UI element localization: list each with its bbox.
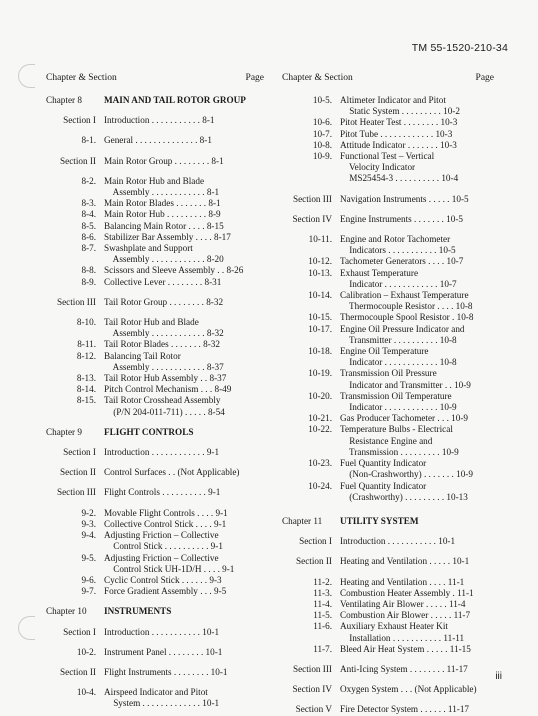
toc-entry-title: Tail Rotor Hub Assembly . . 8-37 [104,373,227,384]
toc-entry [282,368,494,379]
toc-entry-number: 10-15. [308,312,332,323]
toc-entry-title: Tail Rotor Hub and Blade [104,317,199,328]
toc-entry-title: Temperature Bulbs - Electrical [340,424,453,435]
toc-entry-number: 10-14. [308,290,332,301]
toc-entry [282,380,494,391]
toc-entry-title: Tachometer Generators . . . . 10-7 [340,256,464,267]
toc-entry [282,129,494,140]
toc-entry-number: 10-5. [312,95,332,105]
toc-entry [282,447,494,458]
toc-entry-title: Thermocouple Spool Resistor . 10-8 [340,312,474,323]
toc-entry-title: Transmission . . . . . . . . . 10-9 [340,446,459,457]
toc-entry [282,610,494,621]
toc-entry-title: Pitch Control Mechanism . . . 8-49 [104,384,232,395]
toc-entry-title: Flight Instruments . . . . . . . . 10-1 [104,666,228,677]
toc-entry [282,140,494,151]
toc-entry-title: Force Gradient Assembly . . . 9-5 [104,586,227,597]
toc-entry-title: Engine Oil Pressure Indicator and [340,323,465,334]
toc-entry [46,508,264,519]
toc-entry-title: Main Rotor Hub and Blade [104,175,205,186]
toc-entry-title: Altimeter Indicator and Pitot [340,95,446,105]
toc-entry-number: 10-9. [312,151,332,162]
toc-entry-number: 9-7. [81,586,96,597]
toc-entry-title: Anti-Icing System . . . . . . . . 11-17 [340,663,468,674]
toc-entry-number: 8-9. [81,276,96,287]
toc-entry-title: Indicator . . . . . . . . . . . . 10-7 [340,278,457,289]
toc-entry-number: 10-18. [308,346,332,357]
toc-entry-title: Introduction . . . . . . . . . . . 8-1 [104,115,215,126]
toc-entry-title: Instrument Panel . . . . . . . . 10-1 [104,646,223,657]
toc-entry [282,214,494,225]
toc-entry-number: 8-5. [81,220,96,231]
toc-entry [46,232,264,243]
toc-entry-title: Transmitter . . . . . . . . . . 10-8 [340,334,457,345]
toc-entry-title: Assembly . . . . . . . . . . . . 8-20 [104,254,224,265]
toc-entry-title: Swashplate and Support [104,243,193,254]
binder-hole-bottom [18,616,35,640]
toc-entry [282,536,494,547]
toc-entry-number: Section II [296,556,332,567]
toc-entry [282,290,494,301]
toc-entry-number: Chapter 10 [46,606,87,617]
toc-entry-title: Engine Instruments . . . . . . . 10-5 [340,213,463,224]
toc-entry-title: Cyclic Control Stick . . . . . . 9-3 [104,574,222,585]
toc-entry-title: Functional Test – Vertical [340,151,435,162]
toc-entry [46,384,264,395]
toc-entry-number: 8-12. [76,350,96,361]
toc-rows [46,95,264,710]
toc-entry-number: Section III [292,193,332,204]
toc-entry-title: Transmission Oil Temperature [340,390,452,401]
toc-entry-number: 10-2. [76,646,96,657]
toc-entry-number: 11-2. [313,576,332,587]
toc-entry-number: 8-10. [76,317,96,328]
toc-entry-title: Control Stick . . . . . . . . . . 9-1 [104,541,223,552]
toc-entry [46,254,264,265]
toc-entry-number: 8-8. [81,265,96,276]
toc-entry [282,335,494,346]
toc-entry [282,402,494,413]
toc-entry-title: Adjusting Friction – Collective [104,530,219,541]
toc-entry-number: 9-6. [81,574,96,585]
toc-entry [282,458,494,469]
toc-entry [46,606,264,617]
toc-entry-title: Fuel Quantity Indicator [340,480,427,491]
toc-entry [46,698,264,709]
toc-entry [46,277,264,288]
toc-entry-title: Collective Lever . . . . . . . . 8-31 [104,276,222,287]
toc-entry-title: Indicator . . . . . . . . . . . . 10-8 [340,357,457,368]
toc-entry-number: Section I [63,115,96,126]
toc-entry [282,268,494,279]
toc-entry-number: 8-3. [81,198,96,209]
toc-entry [282,173,494,184]
toc-entry-title: INSTRUMENTS [104,606,172,617]
toc-entry-number: Section I [63,447,96,458]
toc-entry-title: MS25454-3 . . . . . . . . . . 10-4 [340,173,459,184]
toc-entry-number: 10-6. [312,117,332,128]
toc-entry [46,447,264,458]
binder-hole-top [18,64,35,88]
toc-rows [282,95,494,716]
toc-entry-number: Section I [299,536,332,547]
toc-entry-title: Control Surfaces . . (Not Applicable) [104,467,240,478]
toc-entry [46,487,264,498]
toc-entry [282,162,494,173]
toc-entry-number: Section III [56,487,96,498]
toc-entry-number: 10-7. [312,128,332,139]
toc-entry-title: FLIGHT CONTROLS [104,426,194,437]
toc-entry-title: Exhaust Temperature [340,267,419,278]
toc-entry [282,357,494,368]
toc-entry-number: Section IV [292,213,332,224]
toc-entry-title: UTILITY SYSTEM [340,515,419,526]
toc-entry-title: Auxiliary Exhaust Heater Kit [340,621,448,632]
toc-entry [282,492,494,503]
toc-entry [46,135,264,146]
toc-entry-title: Resistance Engine and [340,435,433,446]
toc-entry [46,221,264,232]
toc-entry-number: 9-4. [81,530,96,541]
toc-entry [282,704,494,715]
toc-entry [282,469,494,480]
toc-entry-title: Combustion Air Blower . . . . . 11-7 [340,610,471,621]
toc-entry-title: Introduction . . . . . . . . . . . 10-1 [104,626,220,637]
toc-entry [46,156,264,167]
toc-entry [46,176,264,187]
toc-entry-title: Airspeed Indicator and Pitot [104,687,208,698]
toc-entry-number: 8-1. [81,135,96,146]
toc-entry [282,234,494,245]
toc-entry-number: Section III [56,296,96,307]
toc-entry-title: Static System . . . . . . . . . 10-2 [340,106,460,117]
toc-header [282,73,494,85]
toc-entry [46,187,264,198]
toc-entry [46,564,264,575]
toc-entry-number: Section V [295,704,332,715]
toc-entry [46,687,264,698]
toc-entry [46,467,264,478]
toc-entry-number: Chapter 9 [46,426,82,437]
toc-entry-number: 10-19. [308,368,332,379]
toc-entry [46,339,264,350]
toc-entry [46,553,264,564]
toc-entry [282,424,494,435]
toc-entry-number: 10-20. [308,390,332,401]
toc-entry-title: Fuel Quantity Indicator [340,458,427,469]
toc-entry-title: Flight Controls . . . . . . . . . . 9-1 [104,487,221,498]
toc-entry [282,312,494,323]
toc-entry-title: Adjusting Friction – Collective [104,552,219,563]
toc-entry-number: 10-12. [308,256,332,267]
toc-entry-title: Main Rotor Blades . . . . . . . 8-1 [104,198,221,209]
toc-entry [282,194,494,205]
toc-entry-number: 11-7. [313,643,332,654]
toc-entry-title: Tail Rotor Blades . . . . . . . 8-32 [104,339,220,350]
toc-entry-title: Engine Oil Temperature [340,346,429,357]
toc-entry-title: Indicators . . . . . . . . . . . 10-5 [340,245,456,256]
toc-entry [46,115,264,126]
toc-entry-number: 10-11. [308,234,332,245]
toc-entry-number: Section IV [292,684,332,695]
toc-entry [46,317,264,328]
toc-entry-title: Pitot Tube . . . . . . . . . . . . 10-3 [340,128,453,139]
toc-entry [46,427,264,438]
toc-entry-number: 10-13. [308,267,332,278]
toc-entry-number: 8-4. [81,209,96,220]
toc-entry [46,407,264,418]
toc-entry-title: Bleed Air Heat System . . . . . 11-15 [340,643,471,654]
toc-entry [282,436,494,447]
toc-entry [46,519,264,530]
toc-entry-number: 8-14. [76,384,96,395]
toc-entry [282,346,494,357]
toc-entry [282,684,494,695]
toc-entry-number: 11-5. [313,610,332,621]
toc-entry-title: Combustion Heater Assembly . 11-1 [340,587,474,598]
header-page: Page [245,73,264,83]
toc-entry [282,413,494,424]
toc-entry-title: Scissors and Sleeve Assembly . . 8-26 [104,265,244,276]
toc-entry-title: Assembly . . . . . . . . . . . . 8-32 [104,328,224,339]
toc-entry [282,117,494,128]
toc-entry-title: Installation . . . . . . . . . . . 11-11 [340,632,465,643]
toc-entry [46,586,264,597]
toc-entry [46,541,264,552]
toc-entry-title: Thermocouple Resistor . . . . 10-8 [340,301,473,312]
header-chapter-section: Chapter & Section [282,73,353,83]
toc-entry-number: Section II [60,666,96,677]
toc-entry [46,373,264,384]
toc-entry [282,279,494,290]
page-number: iii [495,671,502,682]
toc-entry-title: Gas Producer Tachometer . . . 10-9 [340,413,469,424]
toc-entry-title: Velocity Indicator [340,162,416,173]
toc-entry [46,243,264,254]
toc-entry-number: Section III [292,663,332,674]
toc-entry-number: Chapter 8 [46,95,82,105]
toc-entry-number: Chapter 11 [282,515,323,526]
toc-entry-number: 10-17. [308,323,332,334]
toc-entry-title: Pitot Heater Test . . . . . . . . 10-3 [340,117,458,128]
toc-left-column [46,73,264,710]
toc-entry-number: 10-8. [312,139,332,150]
toc-entry-number: 9-5. [81,552,96,563]
toc-entry-title: Introduction . . . . . . . . . . . 10-1 [340,536,456,547]
toc-entry [46,328,264,339]
header-page: Page [475,73,494,83]
header-chapter-section: Chapter & Section [46,73,117,83]
toc-entry [282,391,494,402]
toc-header [46,73,264,85]
toc-entry-title: (P/N 204-011-711) . . . . . 8-54 [104,406,225,417]
toc-entry [282,95,494,106]
toc-entry [282,599,494,610]
toc-entry-number: 11-6. [313,621,332,632]
toc-entry [282,151,494,162]
toc-entry-title: General . . . . . . . . . . . . . . 8-1 [104,135,212,146]
toc-entry-title: Indicator . . . . . . . . . . . . 10-9 [340,402,457,413]
toc-entry [282,577,494,588]
toc-entry [282,516,494,527]
toc-entry [282,644,494,655]
toc-entry [46,530,264,541]
toc-entry-number: Section II [60,155,96,166]
toc-entry [46,395,264,406]
toc-entry-title: Tail Rotor Crosshead Assembly [104,395,221,406]
toc-entry-number: 8-7. [81,243,96,254]
toc-entry [282,633,494,644]
toc-entry [46,209,264,220]
toc-entry-number: 10-24. [308,480,332,491]
toc-entry-title: Balancing Main Rotor . . . . 8-15 [104,220,224,231]
toc-entry-title: (Non-Crashworthy) . . . . . . . 10-9 [340,469,473,480]
toc-entry-title: Movable Flight Controls . . . . 9-1 [104,507,228,518]
toc-entry [46,198,264,209]
toc-entry-number: 10-22. [308,424,332,435]
toc-entry [282,664,494,675]
document-id: TM 55-1520-210-34 [411,42,508,54]
toc-entry-number: 8-6. [81,231,96,242]
toc-entry-number: 10-21. [308,413,332,424]
toc-entry-title: Assembly . . . . . . . . . . . . 8-1 [104,187,220,198]
toc-entry-title: Main Rotor Hub . . . . . . . . . 8-9 [104,209,221,220]
toc-entry [282,556,494,567]
toc-entry-title: Tail Rotor Group . . . . . . . . 8-32 [104,296,224,307]
toc-entry [46,667,264,678]
toc-entry-title: Collective Control Stick . . . . 9-1 [104,518,227,529]
toc-entry-title: MAIN AND TAIL ROTOR GROUP [104,95,246,105]
toc-entry-title: Attitude Indicator . . . . . . . 10-3 [340,139,457,150]
toc-entry [282,621,494,632]
toc-entry [46,575,264,586]
toc-entry [46,95,264,106]
toc-entry-title: Balancing Tail Rotor [104,350,181,361]
toc-entry-title: Navigation Instruments . . . . . 10-5 [340,193,469,204]
toc-entry-number: Section II [60,467,96,478]
toc-entry [46,351,264,362]
toc-entry-title: (Crashworthy) . . . . . . . . . 10-13 [340,491,468,502]
toc-entry-title: Stabilizer Bar Assembly . . . . 8-17 [104,231,231,242]
toc-right-column [282,73,494,716]
toc-entry [46,647,264,658]
toc-entry-number: 8-13. [76,373,96,384]
toc-entry [282,245,494,256]
toc-entry [46,265,264,276]
toc-entry-number: 8-11. [77,339,96,350]
toc-entry-title: Fire Detector System . . . . . . 11-17 [340,704,470,715]
toc-entry-number: 11-4. [313,598,332,609]
toc-entry-title: Heating and Ventilation . . . . 11-1 [340,576,465,587]
toc-entry-title: Transmission Oil Pressure [340,368,437,379]
toc-entry-number: 9-3. [81,518,96,529]
toc-entry-title: Indicator and Transmitter . . 10-9 [340,379,471,390]
toc-entry-title: Introduction . . . . . . . . . . . . 9-1 [104,447,220,458]
toc-entry [282,106,494,117]
toc-entry-number: 10-4. [76,687,96,698]
toc-entry-title: Oxygen System . . . (Not Applicable) [340,684,477,695]
toc-entry-title: System . . . . . . . . . . . . . 10-1 [104,698,220,709]
toc-entry-title: Calibration – Exhaust Temperature [340,290,469,301]
toc-entry-title: Engine and Rotor Tachometer [340,234,451,245]
toc-entry [282,481,494,492]
toc-entry [282,588,494,599]
toc-entry-title: Ventilating Air Blower . . . . . 11-4 [340,598,466,609]
toc-entry-number: 8-15. [76,395,96,406]
toc-entry-title: Assembly . . . . . . . . . . . . 8-37 [104,361,224,372]
toc-entry [282,324,494,335]
toc-entry-number: Section I [63,626,96,637]
toc-entry-title: Main Rotor Group . . . . . . . . 8-1 [104,155,224,166]
toc-entry-title: Control Stick UH-1D/H . . . . 9-1 [104,563,235,574]
toc-entry-title: Heating and Ventilation . . . . . 10-1 [340,556,470,567]
toc-entry-number: 8-2. [81,175,96,186]
toc-entry [282,301,494,312]
toc-entry [46,362,264,373]
toc-entry [282,256,494,267]
toc-entry [46,627,264,638]
toc-entry [46,297,264,308]
toc-entry-number: 11-3. [313,587,332,598]
toc-entry-number: 10-23. [308,458,332,469]
toc-entry-number: 9-2. [81,507,96,518]
